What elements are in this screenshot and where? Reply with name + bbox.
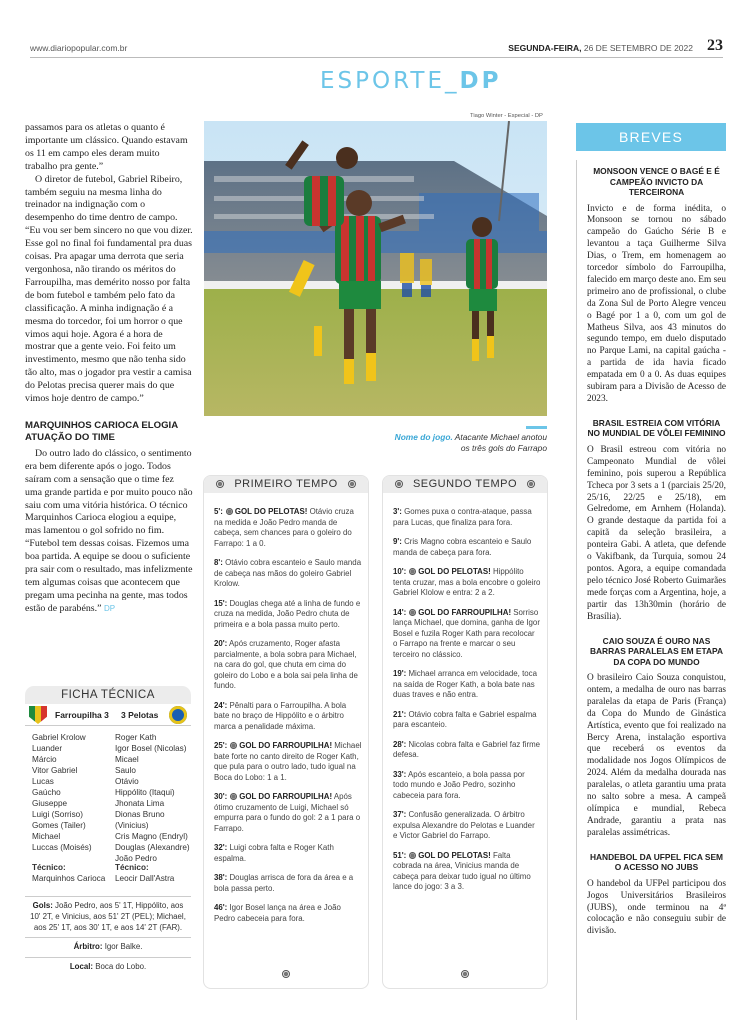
player-name: Vitor Gabriel (32, 766, 78, 775)
player-name: Dionas Bruno (Vinicius) (115, 810, 165, 830)
event-text: Douglas chega até a linha de fundo e cruza na medida, João Pedro chuta de primeira e a bola passa muito perto. (214, 598, 361, 629)
goal-ball-icon (409, 609, 416, 616)
goal-ball-icon (230, 742, 237, 749)
article-paragraph: O diretor de futebol, Gabriel Ribeiro, também seguiu na mesma linha do treinador na indignação com o desempenho do time dentro de campo. “Eu vou ser bem sincero no que vou dizer. Esse gol no final foi fundamental pra duas coisas. Pra apagar uma derrota que seria vergonhosa, não tirando os méritos do Farroupilha, mas demérito nosso por falta de bom futebol e também pelo fato da classificação. A minha indignação é a mesma do torcedor, foi um horror o que vimos aqui hoje. Agora é a hora de mostrar que a gente veio. Foi feito um investimento, mesmo que não tenha sido tão alto, mas o jogador pra vestir a camisa do Pelotas precisa querer mais do que vimos hoje dentro de campo.” (25, 173, 193, 405)
timeline-event (214, 599, 362, 631)
section-title (320, 68, 501, 94)
event-minute: 20': (214, 639, 228, 648)
venue-info (25, 957, 191, 977)
event-minute: 24': (214, 700, 228, 710)
timeline-event (214, 792, 362, 834)
ball-icon (527, 480, 535, 488)
player-name: Igor Bosel (Nicolas) (115, 744, 187, 753)
photo-caption (390, 432, 547, 453)
event-minute: 46': (214, 903, 228, 912)
article-paragraph: passamos para os atletas o quanto é importante um clássico. Quando estavam os 11 em campo eles deram muito trabalho pra gente.” (25, 122, 188, 172)
breves-title: BREVES (576, 123, 726, 151)
player-name: Cris Magno (Endryl) (115, 832, 188, 841)
player-name: Giuseppe (32, 799, 68, 808)
brief-text: O handebol da UFPel participou dos Jogos Universitários Brasileiros (JUBS), onde terminou na 4ª colocação e não conseguiu subir de divisão. (587, 878, 726, 937)
event-text: Michael bate forte no canto direito de Roger Kath, que pula para o outro lado, tudo igual na Boca do Lobo: 1 a 1. (214, 741, 362, 782)
timeline-event (393, 567, 541, 599)
match-sheet-title: FICHA TÉCNICA (25, 686, 191, 704)
coach-label: Técnico: (32, 863, 66, 872)
date: 26 DE SETEMBRO DE 2022 (583, 43, 693, 53)
event-minute: 21': (393, 709, 407, 719)
away-team-score: 3 Pelotas (121, 710, 159, 720)
match-photo[interactable] (204, 121, 547, 416)
brief-text: O brasileiro Caio Souza conquistou, ontem, a medalha de ouro nas barras paralelas da etapa de Paris (França) da Copa do Mundo de Ginástica Artística, evento que foi realizado na Bercy Arena, instalação esportiva que receberá os eventos da modalidade nos Jogos Olímpicos de 2024. Além da medalha dourada nas paralelas, o atleta garantiu uma prata no salto sobre a mesa. A campeã olímpica e mundial, Rebeca Andrade, garantiu a prata nas paralelas assimétricas. (587, 673, 726, 838)
event-text: Pênalti para o Farroupilha. A bola bate no braço de Hippólito e o árbitro marca a penalidade máxima. (214, 700, 347, 731)
event-text: Igor Bosel lança na área e João Pedro cabeceia para fora. (214, 903, 341, 923)
event-minute: 30': (214, 792, 228, 801)
match-sheet (25, 686, 191, 977)
ball-icon (461, 970, 469, 978)
home-lineup (32, 732, 92, 853)
player-name: Douglas (Alexandre) (115, 843, 190, 852)
goal-ball-icon (226, 508, 233, 515)
goal-ball-icon (409, 568, 416, 575)
caption-text: Atacante Michael anotou os três gols do Farrapo (452, 432, 547, 453)
referee-info (25, 937, 191, 957)
brief-item (587, 166, 726, 406)
goal-tag: GOL DO PELOTAS! (418, 850, 491, 860)
article-paragraph-text: Do outro lado do clássico, o sentimento era bem diferente após o jogo. Todos saíram com a sensação que o time fez uma grande partida e por muito pouco não saiu com uma vitória histórica. O técnico Marquinhos Carioca elogiou a equipe, mas lamentou o gol sofrido no fim. “Futebol tem dessas coisas. Fizemos uma boa partida. A equipe se doou o suficiente pra sair com o resultado, mas infelizmente tem algumas coisas que acontecem que pregam uma pecinha na gente, mas todos estão de parabéns.” (25, 447, 193, 614)
event-text: Luigi cobra falta e Roger Kath espalma. (214, 843, 334, 863)
away-coach (115, 862, 174, 884)
event-text: Gomes puxa o contra-ataque, passa para Lucas, que finaliza para fora. (393, 507, 532, 527)
coach-label: Técnico: (115, 863, 149, 872)
second-half-title: SEGUNDO TEMPO (412, 478, 518, 490)
event-minute: 9': (393, 537, 402, 546)
event-text: Hippólito tenta cruzar, mas a bola encobre o goleiro Gabriel Klolow e entra: 2 a 2. (393, 567, 541, 597)
timeline-event (214, 701, 362, 733)
timeline-event (214, 639, 362, 692)
brief-item (587, 852, 726, 939)
event-text: Após cruzamento, Roger afasta parcialmente, a bola sobra para Michael, na cara do gol, que chuta em cima do goleiro do Lobo e a bola sai pela linha de fundo. (214, 639, 358, 690)
brief-item (587, 636, 726, 840)
event-minute: 33': (393, 769, 407, 779)
box-footer (383, 964, 547, 982)
event-text: Confusão generalizada. O árbitro expulsa Alexandre do Pelotas e Luander e Victor Gabriel do Farrapo. (393, 810, 535, 840)
event-text: Otávio cobra escanteio e Saulo manda de cabeça nas mãos do goleiro Gabriel Krolow. (214, 558, 362, 588)
goals-label: Gols: (32, 901, 53, 910)
timeline-event (393, 669, 541, 701)
first-half-events (204, 493, 368, 924)
timeline-event (393, 851, 541, 893)
goal-ball-icon (409, 852, 416, 859)
site-url[interactable]: www.diariopopular.com.br (30, 43, 128, 53)
event-minute: 37': (393, 810, 407, 819)
player-name: Michael (32, 832, 61, 841)
event-minute: 3': (393, 507, 402, 516)
brief-text: Invicto e de forma inédita, o Monsoon se tornou no sábado campeão do Gaúcho Série B e levantou a taça Guilherme Silva Dias, o Trem, em homenagem ao torcedor símbolo do Farroupilha, falecido em março deste ano. Em seu primeiro ano de profissional, o clube da Zona Sul de Porto Alegre venceu o Bagé por 1 a 0, com um gol de Matheus Silva, aos 43 minutos do segundo tempo, em duelo disputado no Parque Lami, na capital gaúcha - a partida de ida havia ficado empatada em 0 a 0. As duas equipes subiram para a Divisão de Acesso de 2023. (587, 203, 726, 404)
event-text: Michael arranca em velocidade, toca na saída de Roger Kath, a bola bate nas duas traves e não entra. (393, 669, 537, 699)
away-lineup (115, 732, 191, 864)
event-minute: 28': (393, 739, 407, 749)
scoreline (25, 704, 191, 726)
event-minute: 32': (214, 843, 228, 852)
timeline-event (214, 903, 362, 924)
ball-icon (282, 970, 290, 978)
event-text: Após ótimo cruzamento de Luigi, Michael só empurra para o fundo do gol: 2 a 1 para o Farrapo. (214, 792, 361, 833)
player-name: Saulo (115, 766, 136, 775)
caption-accent-bar (526, 426, 547, 429)
player-name: Roger Kath (115, 733, 157, 742)
brief-headline: MONSOON VENCE O BAGÉ E É CAMPEÃO INVICTO DA TERCEIRONA (593, 166, 720, 197)
brief-item (587, 418, 726, 624)
event-minute: 51': (393, 850, 407, 860)
ball-icon (216, 480, 224, 488)
event-minute: 15': (214, 598, 228, 608)
event-text: Após escanteio, a bola passa por todo mundo e João Pedro, sozinho cabeceia para fora. (393, 769, 525, 800)
second-half-box (383, 476, 547, 988)
event-text: Falta cobrada na área, Vinicius manda de cabeça para deixar tudo igual no último lance do jogo: 3 a 3. (393, 850, 531, 891)
player-name: Luccas (Moisés) (32, 843, 92, 852)
breves-column (576, 123, 726, 1020)
away-coach-name: Leocir Dall'Astra (115, 874, 175, 883)
article-signature: DP (103, 603, 116, 613)
player-name: Gomes (Tailer) (32, 821, 86, 830)
goal-tag: GOL DO FARROUPILHA! (239, 741, 333, 750)
timeline-event (393, 537, 541, 558)
home-coach-name: Marquinhos Carioca (32, 874, 106, 883)
player-name: Gaúcho (32, 788, 61, 797)
coaches (25, 862, 191, 896)
dateline (508, 43, 693, 53)
timeline-event (214, 843, 362, 864)
player-name: Luigi (Sorriso) (32, 810, 83, 819)
brief-headline: CAIO SOUZA É OURO NAS BARRAS PARALELAS EM ETAPA DA COPA DO MUNDO (589, 635, 724, 667)
venue-text: Boca do Lobo. (93, 962, 147, 972)
player-name: João Pedro (115, 854, 157, 863)
home-team-score: Farroupilha 3 (55, 710, 109, 720)
brief-headline: HANDEBOL DA UFPEL FICA SEM O ACESSO NO JUBS (589, 851, 724, 873)
event-text: Otávio cruza na medida e João Pedro manda de cabeça, sem chances para o goleiro do Farrapo: 1 a 0. (214, 507, 354, 548)
weekday: SEGUNDA-FEIRA, (508, 43, 582, 53)
event-text: Nicolas cobra falta e Gabriel faz firme defesa. (393, 739, 541, 759)
event-minute: 25': (214, 741, 228, 750)
goal-ball-icon (230, 793, 237, 800)
player-name: Jhonata Lima (115, 799, 165, 808)
lineups (25, 732, 191, 862)
event-minute: 5': (214, 507, 223, 516)
brief-text: O Brasil estreou com vitória no Campeonato Mundial de vôlei feminino, pois superou a República Tcheca por 3 sets a 1 (parciais 25/20, 25/16, 22/25 e 25/18), em Gelredome, em Arnhem (Holanda). O grande destaque da partida foi a capitã da seleção brasileira, a ponteira Gabi. A atleta, que defende o Vakifbank, da Turquia, somou 24 pontos. Agora, a equipe comandada pelo técnico José Roberto Guimarães mede forças com a Argentina, hoje, a partir das 13h30min (horário de Brasília). (587, 444, 726, 622)
ball-icon (348, 480, 356, 488)
first-half-box (204, 476, 368, 988)
referee-text: Igor Balke. (102, 942, 143, 952)
event-minute: 10': (393, 567, 407, 576)
article-paragraph (25, 448, 193, 616)
article-subhead: MARQUINHOS CARIOCA ELOGIA ATUAÇÃO DO TIME (25, 419, 178, 443)
page-number: 23 (707, 37, 723, 54)
page-header (30, 36, 723, 58)
section-title-dp: DP (459, 68, 502, 94)
timeline-event (393, 810, 541, 842)
ball-icon (395, 480, 403, 488)
farroupilha-crest-icon (29, 706, 47, 724)
box-footer (204, 964, 368, 982)
article-body (25, 122, 193, 616)
caption-lead: Nome do jogo. (394, 432, 453, 442)
home-coach (32, 862, 105, 884)
goals-info (25, 896, 191, 937)
brief-headline: BRASIL ESTREIA COM VITÓRIA NO MUNDIAL DE VÔLEI FEMININO (587, 417, 726, 439)
timeline-event (393, 507, 541, 528)
venue-label: Local: (69, 962, 94, 972)
match-photo-illustration (204, 121, 547, 416)
timeline-event (214, 558, 362, 590)
timeline-event (214, 873, 362, 894)
timeline-event (393, 740, 541, 761)
event-text: Cris Magno cobra escanteio e Saulo manda de cabeça para fora. (393, 537, 532, 557)
player-name: Micael (115, 755, 139, 764)
photo-credit: Tiago Winter - Especial - DP (470, 113, 543, 119)
goal-tag: GOL DO PELOTAS! (234, 507, 308, 516)
player-name: Gabriel Krolow (32, 733, 86, 742)
event-text: Douglas arrisca de fora da área e a bola passa perto. (214, 873, 354, 893)
goal-tag: GOL DO FARROUPILHA! (418, 607, 512, 617)
first-half-header (204, 476, 368, 493)
event-minute: 14': (393, 607, 407, 617)
timeline-event (214, 507, 362, 549)
event-minute: 38': (214, 873, 228, 882)
breves-list (576, 160, 726, 1020)
player-name: Hippólito (Itaqui) (115, 788, 175, 797)
section-title-main: ESPORTE_ (320, 68, 460, 94)
goals-text: João Pedro, aos 5' 1T, Hippólito, aos 10' 2T, e Vinicius, aos 51' 2T (PEL); Michael, aos 25' 1T, aos 30' 1T, e aos 14' 2T (FAR). (30, 901, 186, 932)
timeline-event (393, 710, 541, 731)
timeline-event (393, 770, 541, 802)
event-text: Sorriso lança Michael, que domina, ganha de Igor Bosel e fuzila Roger Kath para recolocar o Farrapo na frente e marcar o seu terceiro no clássico. (393, 607, 540, 659)
event-minute: 8': (214, 558, 223, 567)
event-minute: 19': (393, 669, 407, 678)
second-half-events (383, 493, 547, 893)
goal-tag: GOL DO FARROUPILHA! (239, 792, 333, 801)
player-name: Márcio (32, 755, 57, 764)
timeline-event (214, 741, 362, 783)
player-name: Luander (32, 744, 63, 753)
second-half-header (383, 476, 547, 493)
player-name: Otávio (115, 777, 139, 786)
first-half-title: PRIMEIRO TEMPO (234, 478, 338, 490)
timeline-event (393, 608, 541, 661)
goal-tag: GOL DO PELOTAS! (418, 567, 491, 576)
referee-label: Árbitro: (73, 942, 103, 952)
pelotas-crest-icon (169, 706, 187, 724)
player-name: Lucas (32, 777, 54, 786)
event-text: Otávio cobra falta e Gabriel espalma para escanteio. (393, 709, 537, 729)
